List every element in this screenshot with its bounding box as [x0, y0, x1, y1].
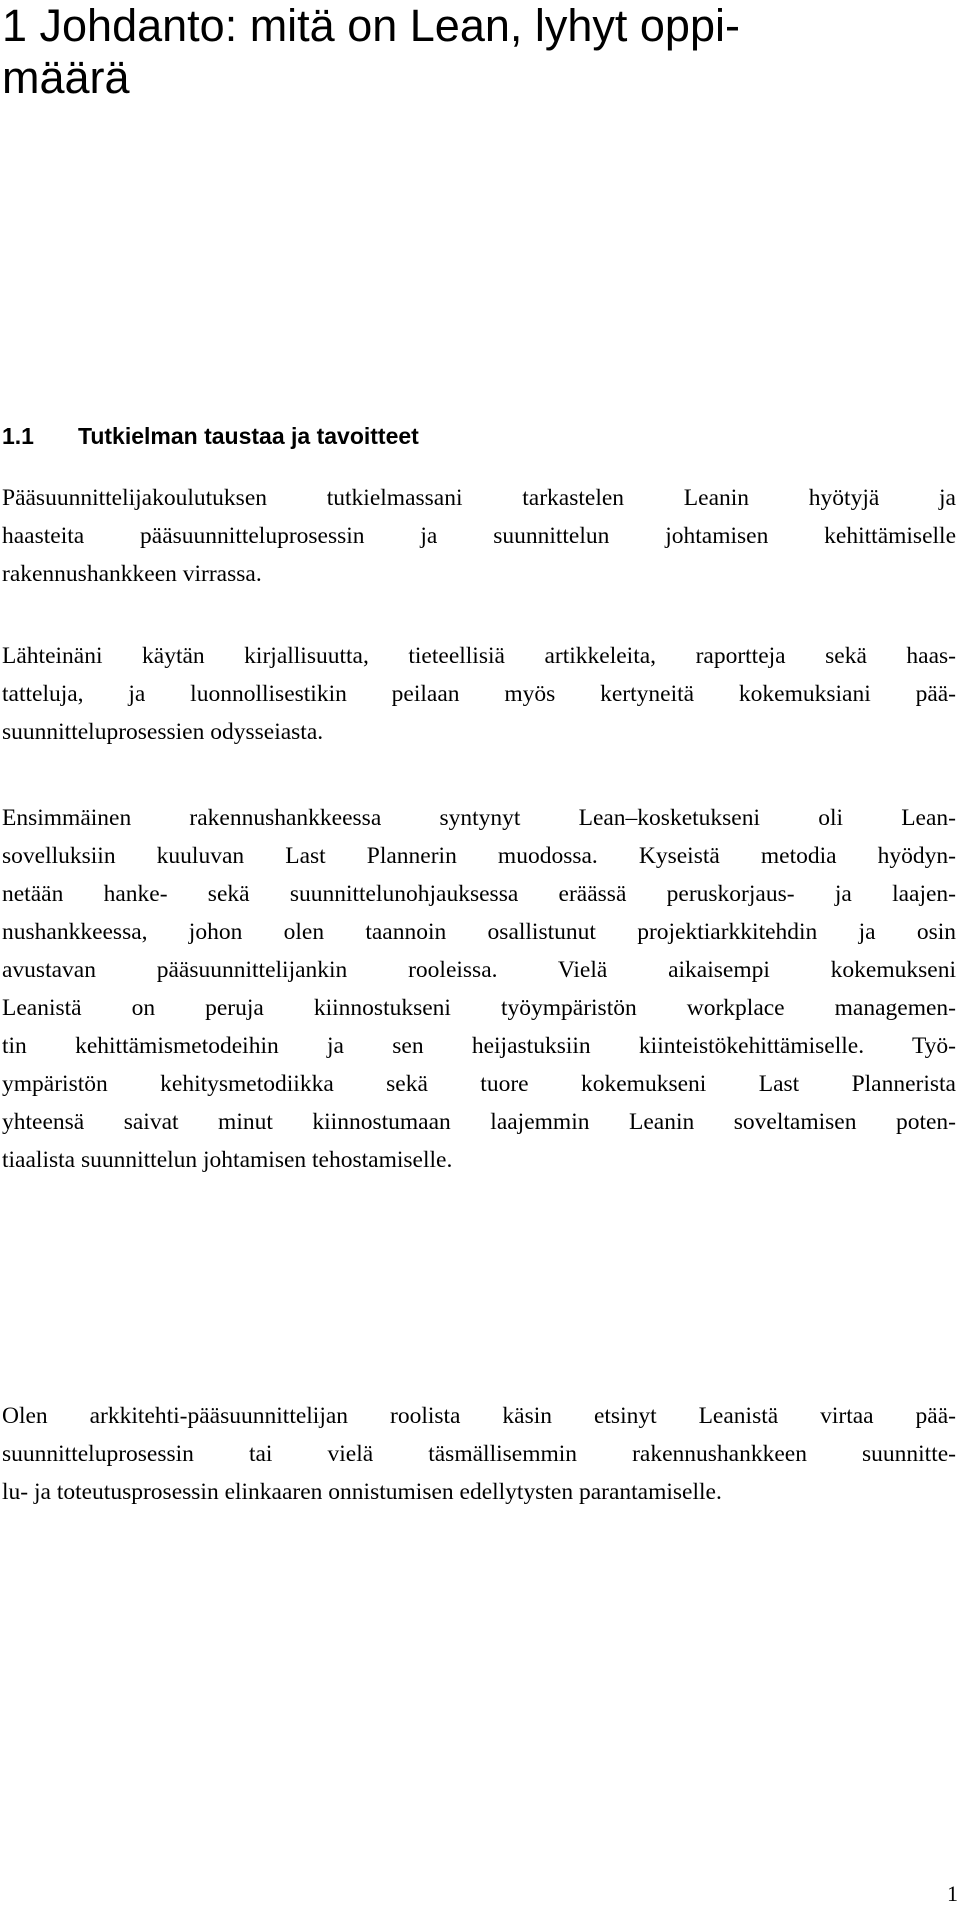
paragraph-line: lu- ja toteutusprosessin elinkaaren onnistumisen edellytysten parantamiselle.: [2, 1479, 722, 1505]
paragraph-line: haasteita pääsuunnitteluprosessin ja suunnittelun johtamisen kehittämiselle: [2, 523, 956, 549]
section-title: Tutkielman taustaa ja tavoitteet: [78, 423, 419, 449]
paragraph-line: rakennushankkeen virrassa.: [2, 561, 262, 587]
paragraph-line: tin kehittämismetodeihin ja sen heijastuksiin kiinteistökehittämiselle. Työ-: [2, 1033, 956, 1059]
paragraph-line: nushankkeessa, johon olen taannoin osallistunut projektiarkkitehdin ja osin: [2, 919, 956, 945]
paragraph-line: suunnitteluprosessin tai vielä täsmällisemmin rakennushankkeen suunnitte-: [2, 1441, 956, 1467]
section-heading: [2, 421, 419, 451]
chapter-title-line: määrä: [2, 52, 130, 103]
paragraph-line: Leanistä on peruja kiinnostukseni työympäristön workplace managemen-: [2, 995, 956, 1021]
paragraph-3: [2, 799, 956, 1179]
paragraph-line: netään hanke- sekä suunnittelunohjauksessa eräässä peruskorjaus- ja laajen-: [2, 881, 956, 907]
section-number: 1.1: [2, 423, 34, 449]
paragraph-2: [2, 637, 956, 751]
paragraph-line: yhteensä saivat minut kiinnostumaan laajemmin Leanin soveltamisen poten-: [2, 1109, 956, 1135]
paragraph-line: Olen arkkitehti-pääsuunnittelijan roolista käsin etsinyt Leanistä virtaa pää-: [2, 1403, 956, 1429]
page-number: 1: [947, 1881, 958, 1906]
paragraph-line: suunnitteluprosessien odysseiasta.: [2, 719, 324, 745]
paragraph-line: ympäristön kehitysmetodiikka sekä tuore kokemukseni Last Plannerista: [2, 1071, 956, 1097]
paragraph-1: [2, 479, 956, 593]
paragraph-line: tatteluja, ja luonnollisestikin peilaan myös kertyneitä kokemuksiani pää-: [2, 681, 956, 707]
paragraph-line: tiaalista suunnittelun johtamisen tehostamiselle.: [2, 1147, 453, 1173]
chapter-title: [2, 0, 942, 104]
chapter-title-line: 1 Johdanto: mitä on Lean, lyhyt oppi-: [2, 0, 740, 51]
paragraph-line: Lähteinäni käytän kirjallisuutta, tieteellisiä artikkeleita, raportteja sekä haas-: [2, 643, 956, 669]
paragraph-line: Pääsuunnittelijakoulutuksen tutkielmassani tarkastelen Leanin hyötyjä ja: [2, 485, 956, 511]
paragraph-line: Ensimmäinen rakennushankkeessa syntynyt Lean–kosketukseni oli Lean-: [2, 805, 956, 831]
paragraph-line: avustavan pääsuunnittelijankin rooleissa. Vielä aikaisempi kokemukseni: [2, 957, 956, 983]
paragraph-4: [2, 1397, 956, 1511]
paragraph-line: sovelluksiin kuuluvan Last Plannerin muodossa. Kyseistä metodia hyödyn-: [2, 843, 956, 869]
